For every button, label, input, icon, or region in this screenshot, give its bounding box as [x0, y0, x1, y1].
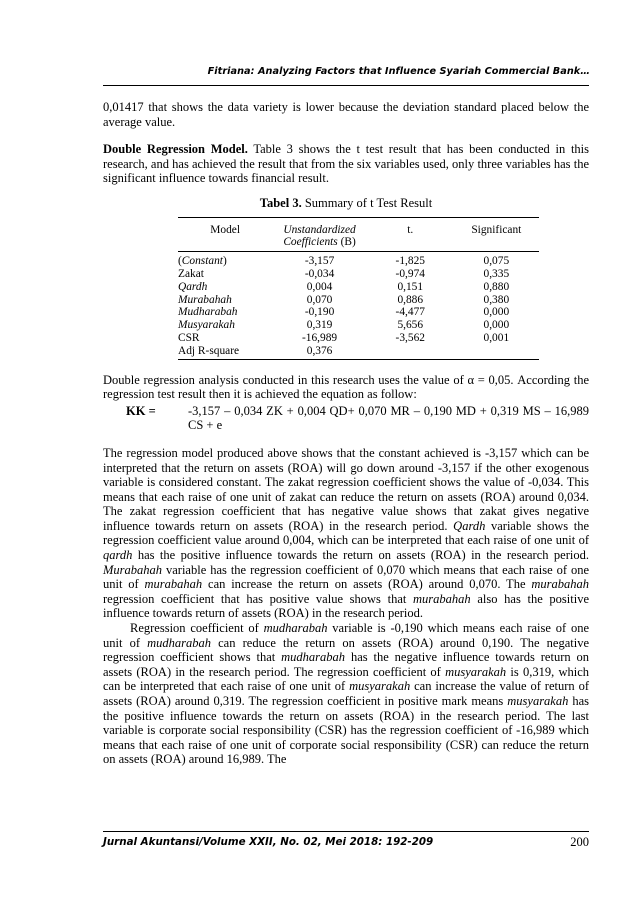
row-model-italic: Mudharabah: [178, 306, 238, 319]
term-italic: mudharabah: [147, 635, 212, 650]
term-italic: mudharabah: [263, 621, 328, 636]
row-t: -0,974: [395, 267, 425, 280]
row-sig: 0,880: [483, 280, 510, 293]
table-row: [178, 332, 539, 345]
interpretation-paragraph-1: [103, 446, 589, 621]
row-sig: 0,000: [483, 306, 510, 319]
text-run: has the positive influence towards the return on assets (ROA) in the research period.: [132, 548, 589, 563]
double-regression-paragraph: [103, 142, 589, 186]
row-t: -1,825: [395, 255, 425, 268]
row-b: -16,989: [302, 331, 338, 344]
row-t: -3,562: [395, 331, 425, 344]
row-sig: 0,335: [483, 267, 510, 280]
row-sig: [454, 345, 539, 359]
double-regression-text: Table 3 shows the t test result that has been conducted in this research, and has achieved the result that from the six variables used, only three variables has the significant influence towards financial result.: [103, 142, 589, 186]
text-run: regression coefficient that has positive value shows that: [103, 591, 414, 606]
row-b: 0,319: [306, 319, 333, 332]
header-significant: Significant: [454, 217, 539, 252]
term-italic: Murabahah: [103, 562, 163, 577]
row-model: [178, 306, 272, 319]
interpretation-paragraph-2: [103, 621, 589, 767]
row-b: 0,070: [306, 293, 333, 306]
row-b: -0,034: [304, 267, 335, 280]
row-t: 0,151: [397, 280, 424, 293]
text-run: has the negative influence towards return on assets (ROA) in the research period. The regression coefficient of: [103, 650, 589, 679]
header-coef-line1: Unstandardized: [283, 223, 356, 236]
text-run: can reduce the return on assets (ROA) around 0,190. The negative regression coefficient shows that: [103, 635, 589, 665]
table-row: [178, 252, 539, 268]
table-caption: [103, 196, 589, 211]
row-b: -0,190: [304, 306, 335, 319]
row-t: [367, 345, 454, 359]
term-italic: qardh: [103, 548, 133, 563]
t-test-table: [178, 217, 539, 360]
row-b: 0,004: [306, 280, 333, 293]
row-model: CSR: [178, 331, 200, 344]
term-italic: musyarakah: [507, 694, 569, 708]
text-run: variable shows the regression coefficient value around 0,004, which can be interpreted that each raise of one unit of: [103, 518, 589, 548]
row-model: Zakat: [178, 267, 204, 280]
table-row: [178, 268, 539, 281]
term-italic: murabahah: [144, 577, 203, 592]
page-number: 200: [570, 835, 589, 849]
text-run: is 0,319, which can be interpreted that each raise of one unit of: [103, 664, 589, 694]
term-italic: murabahah: [413, 591, 471, 606]
page-body: [103, 100, 589, 767]
equation-rhs: -3,157 – 0,034 ZK + 0,004 QD+ 0,070 MR – 0,190 MD + 0,319 MS – 16,989 CS + e: [188, 403, 589, 433]
row-model: [178, 281, 272, 294]
row-model: (Constant): [178, 255, 227, 268]
footer-journal: Jurnal Akuntansi/Volume XXII, No. 02, Mei 2018: 192-209: [103, 836, 434, 848]
text-run: has the positive influence towards the return on assets (ROA) in the research period. The last variable is corporate social responsibility (CSR) has the regression coefficient of -16,989 which means that each raise of one unit of corporate social responsibility (CSR) can reduce the return on assets (ROA) around 16,989. The: [103, 694, 589, 767]
text-run: Regression coefficient of: [130, 621, 264, 636]
regression-equation: [103, 404, 589, 433]
header-coef-line2: Coefficients: [283, 236, 338, 249]
footer-rule: [103, 831, 589, 832]
equation-lhs: KK =: [126, 403, 156, 418]
text-run: can increase the return on assets (ROA) around 0,070. The: [202, 577, 532, 592]
row-model: Adj R-square: [178, 345, 272, 359]
row-sig: 0,075: [483, 255, 510, 268]
row-b: 0,376: [272, 345, 367, 359]
table-row: [178, 306, 539, 319]
row-model-italic: Qardh: [178, 280, 208, 293]
header-coefficients: [272, 217, 367, 252]
term-italic: mudharabah: [281, 650, 346, 665]
row-model-italic: Constant: [181, 255, 223, 268]
intro-paragraph: 0,01417 that shows the data variety is lower because the deviation standard placed below the average value.: [103, 100, 589, 129]
term-italic: musyarakah: [445, 664, 507, 679]
row-sig: 0,380: [483, 293, 510, 306]
row-t: -4,477: [395, 306, 425, 319]
row-model-italic: Musyarakah: [178, 319, 235, 332]
running-head: Fitriana: Analyzing Factors that Influence Syariah Commercial Bank…: [207, 66, 590, 77]
table-row: [178, 281, 539, 294]
header-rule: [103, 85, 589, 86]
term-italic: Qardh: [453, 518, 486, 533]
row-model-italic: Murabahah: [178, 293, 232, 306]
table-header-row: [178, 217, 539, 252]
term-italic: musyarakah: [349, 679, 411, 694]
row-t: 0,886: [397, 293, 424, 306]
text-run: also has the positive influence towards return of assets (ROA) in the research period.: [103, 591, 590, 621]
table-caption-label: Tabel 3.: [259, 195, 302, 210]
table-row: [178, 319, 539, 332]
row-sig: 0,001: [483, 331, 510, 344]
header-model: Model: [178, 217, 272, 252]
table-caption-text: Summary of t Test Result: [301, 195, 433, 210]
header-t: t.: [367, 217, 454, 252]
row-model: [178, 319, 272, 332]
header-coef-b: (B): [337, 236, 356, 249]
text-run: variable is -0,190 which means each raise of one unit of: [103, 621, 590, 650]
table-row: [178, 345, 539, 359]
text-run: The regression model produced above shows that the constant achieved is -3,157 which can be interpreted that the return on assets (ROA) will go down around -3,157 if the other exogenous variable is considered constant. The zakat regression coefficient shows the value of -0,034. This means that each raise of one unit of zakat can reduce the return on assets (ROA) around 0,034. The zakat regression coefficient that has negative value shows that zakat gives negative influence towards return on assets (ROA) in the research period.: [103, 445, 589, 533]
row-model: [178, 294, 272, 307]
row-sig: 0,000: [483, 319, 510, 332]
section-heading: Double Regression Model.: [103, 142, 248, 157]
alpha-paragraph: Double regression analysis conducted in this research uses the value of α = 0,05. According the regression test result then it is achieved the equation as follow:: [103, 372, 589, 402]
text-run: can increase the value of return of assets (ROA) around 0,319. The regression coefficient in positive mark means: [103, 679, 589, 708]
row-b: -3,157: [304, 255, 335, 268]
term-italic: murabahah: [531, 577, 589, 592]
table-row: [178, 294, 539, 307]
row-t: 5,656: [397, 319, 424, 332]
text-run: variable has the regression coefficient of 0,070 which means that each raise of one unit of: [103, 562, 589, 592]
